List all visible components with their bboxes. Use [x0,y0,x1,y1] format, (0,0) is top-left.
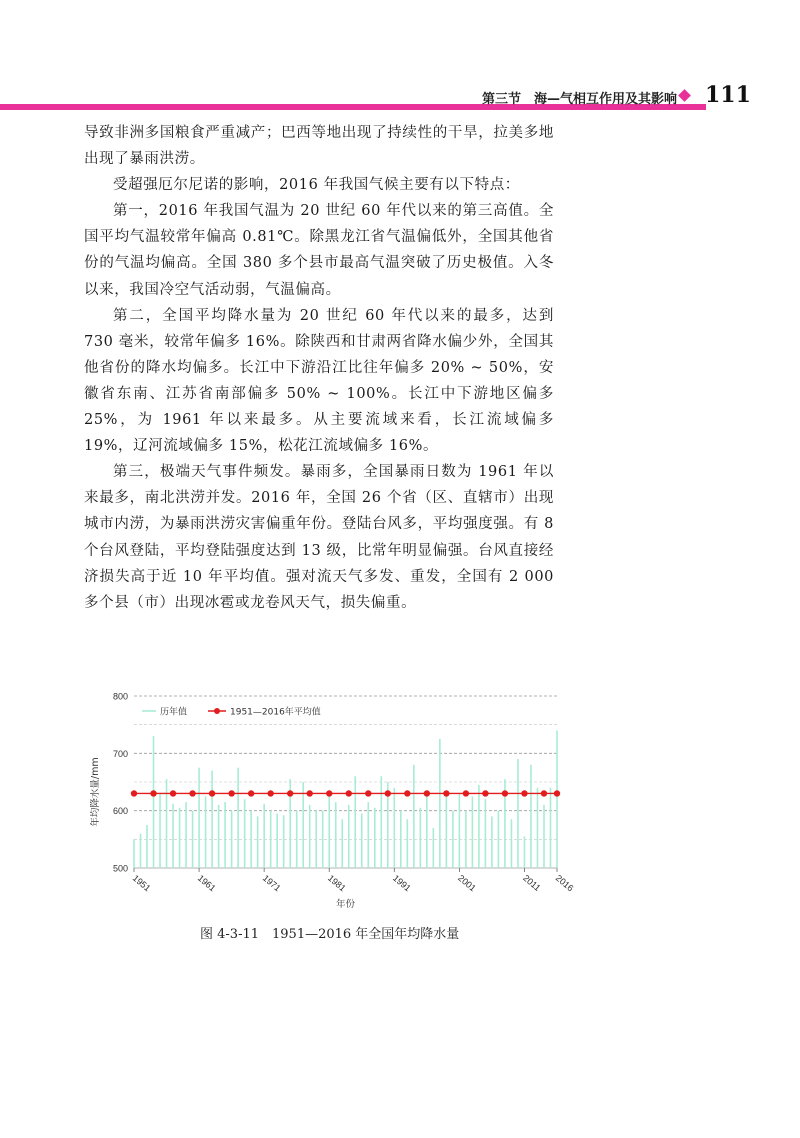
mean-point [131,790,137,796]
mean-point [209,790,215,796]
y-tick-label: 700 [112,748,128,759]
mean-point [424,790,430,796]
section-title: 第三节 海—气相互作用及其影响 [481,92,677,107]
mean-point [541,790,547,796]
x-tick-label: 1951 [130,872,153,894]
paragraph: 受超强厄尔尼诺的影响，2016 年我国气候主要有以下特点： [113,177,520,194]
mean-point [502,790,508,796]
mean-point [521,790,527,796]
precipitation-chart [90,684,580,914]
paragraph: 第三，极端天气事件频发。暴雨多，全国暴雨日数为 1961 年以来最多，南北洪涝并发。2016 年，全国 26 个省（区、直辖市）出现城市内涝，为暴雨洪涝灾害偏重年份。登陆台风多，平均强度强。有 8 个台风登陆，平均登陆强度达到 13 级，比常年明显偏强。台风直接经济损失高于近 10 年平均值。强对流天气多发、重发，全国有 2 000 多个县（市）出现冰雹或龙卷风天气，损失偏重。 [84,464,554,611]
y-axis-label: 年均降水量/mm [90,757,101,827]
chart-svg [90,684,580,914]
page-number: 111 [705,82,751,108]
x-tick-label: 2011 [521,872,543,893]
paragraph: 第二，全国平均降水量为 20 世纪 60 年代以来的最多，达到 730 毫米，较常年偏多 16%。除陕西和甘肃两省降水偏少外，全国其他省份的降水均偏多。长江中下游沿江比往年偏多 20% ~ 50%，安徽省东南、江苏省南部偏多 50% ~ 100%。长江中下游地区偏多 25%，为 1961 年以来最多。从主要流域来看，长江流域偏多 19%，辽河流域偏多 15%，松花江流域偏多 16%。 [84,307,554,455]
mean-point [189,790,195,796]
x-tick-label: 1991 [391,872,413,894]
mean-point [228,790,234,796]
paragraph: 第一，2016 年我国气温为 20 世纪 60 年代以来的第三高值。全国平均气温较常年偏高 0.81℃。除黑龙江省气温偏低外，全国其他省份的气温均偏高。全国 380 多个县市最高气温突破了历史极值。入冬以来，我国冷空气活动弱，气温偏高。 [84,203,554,298]
mean-point [267,790,273,796]
mean-point [326,790,332,796]
body-text [84,120,554,616]
mean-point [482,790,488,796]
mean-point [248,790,254,796]
mean-point [346,790,352,796]
y-tick-label: 600 [112,806,128,817]
mean-point [287,790,293,796]
y-tick-label: 500 [112,863,128,874]
mean-point [365,790,371,796]
mean-point [463,790,469,796]
mean-point [404,790,410,796]
legend-marker-mean [214,708,220,714]
diamond-icon [678,89,691,102]
legend-label-bars: 历年值 [160,707,188,718]
y-tick-label: 800 [112,691,128,702]
x-tick-label: 2001 [456,872,478,894]
paragraph: 导致非洲多国粮食严重减产；巴西等地出现了持续性的干旱，拉美多地出现了暴雨洪涝。 [84,125,554,168]
figure-caption: 图 4-3-11 1951—2016 年全国年均降水量 [200,927,460,942]
mean-point [307,790,313,796]
x-tick-label: 1981 [325,872,348,894]
x-tick-label: 2016 [553,872,576,894]
mean-point [150,790,156,796]
mean-point [385,790,391,796]
mean-point [443,790,449,796]
mean-point [554,790,560,796]
legend-label-mean: 1951—2016年平均值 [230,707,321,718]
x-axis-label: 年份 [335,899,356,910]
x-tick-label: 1961 [195,872,218,894]
x-tick-label: 1971 [260,872,283,894]
page-header [0,82,800,112]
mean-point [170,790,176,796]
